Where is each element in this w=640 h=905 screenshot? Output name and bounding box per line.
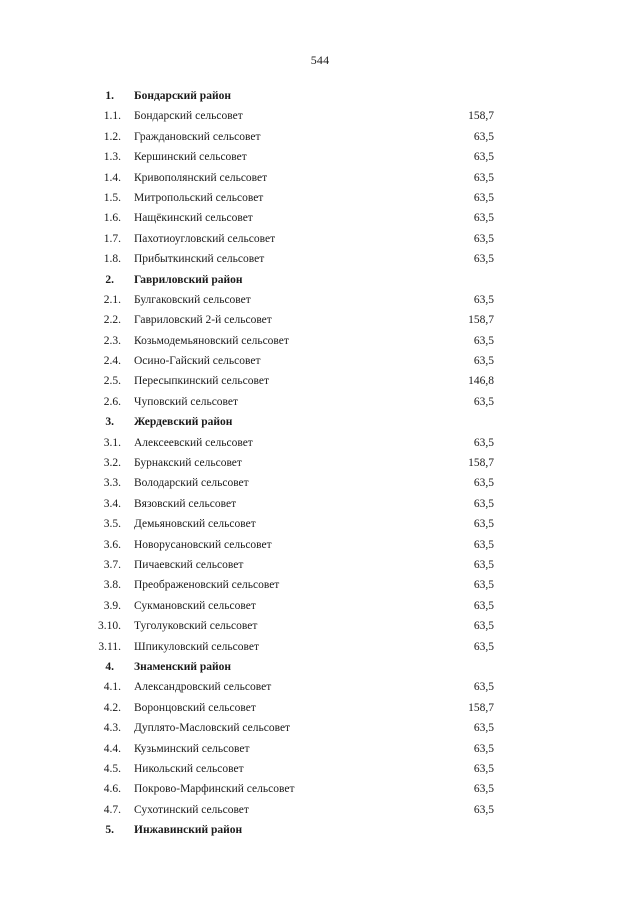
settlement-name: Покрово-Марфинский сельсовет [134, 783, 295, 796]
row-number: 1.1. [103, 110, 121, 123]
row-number: 1.7. [103, 232, 121, 245]
settlement-row [0, 168, 640, 188]
settlement-name: Кершинский сельсовет [134, 151, 247, 164]
settlement-row [0, 351, 640, 371]
row-value: 63,5 [473, 253, 494, 266]
settlement-row [0, 677, 640, 697]
district-heading-row [0, 820, 640, 840]
row-number: 4.5. [103, 762, 121, 775]
row-number: 2.2. [103, 314, 121, 327]
row-number: 3.9. [103, 599, 121, 612]
settlement-row [0, 290, 640, 310]
row-value: 63,5 [473, 558, 494, 571]
row-value: 63,5 [473, 355, 494, 368]
settlement-row [0, 555, 640, 575]
settlement-row [0, 331, 640, 351]
row-value: 63,5 [473, 191, 494, 204]
row-number: 3.10. [98, 620, 121, 633]
settlement-name: Преображеновский сельсовет [134, 579, 280, 592]
row-value: 63,5 [473, 130, 494, 143]
row-number: 2.5. [103, 375, 121, 388]
district-heading-row [0, 86, 640, 106]
row-number: 1.4. [103, 171, 121, 184]
settlement-name: Воронцовский сельсовет [134, 701, 256, 714]
settlement-row [0, 127, 640, 147]
row-value: 63,5 [473, 640, 494, 653]
row-number: 3. [105, 416, 114, 429]
row-number: 3.1. [103, 436, 121, 449]
row-value: 158,7 [468, 110, 494, 123]
row-value: 63,5 [473, 171, 494, 184]
row-number: 1.5. [103, 191, 121, 204]
settlement-row [0, 739, 640, 759]
district-heading-row [0, 657, 640, 677]
row-number: 4.7. [103, 803, 121, 816]
row-value: 63,5 [473, 783, 494, 796]
row-number: 3.7. [103, 558, 121, 571]
row-number: 4.3. [103, 722, 121, 735]
row-number: 5. [105, 824, 114, 837]
settlement-row [0, 473, 640, 493]
row-number: 3.5. [103, 518, 121, 531]
row-number: 2. [105, 273, 114, 286]
row-value: 158,7 [468, 314, 494, 327]
settlement-row [0, 147, 640, 167]
settlement-row [0, 229, 640, 249]
settlement-row [0, 494, 640, 514]
district-name: Жердевский район [134, 416, 233, 429]
settlement-name: Пахотиоугловский сельсовет [134, 232, 276, 245]
settlement-name: Бондарский сельсовет [134, 110, 243, 123]
settlement-name: Пересыпкинский сельсовет [134, 375, 269, 388]
settlement-name: Алексеевский сельсовет [134, 436, 253, 449]
row-value: 63,5 [473, 232, 494, 245]
row-number: 2.6. [103, 395, 121, 408]
row-number: 3.4. [103, 497, 121, 510]
row-number: 3.11. [98, 640, 121, 653]
row-value: 158,7 [468, 701, 494, 714]
settlement-row [0, 249, 640, 269]
district-name: Знаменский район [134, 660, 232, 673]
row-value: 63,5 [473, 151, 494, 164]
district-table [0, 86, 640, 840]
row-number: 4.2. [103, 701, 121, 714]
settlement-row [0, 575, 640, 595]
row-value: 63,5 [473, 334, 494, 347]
settlement-row [0, 208, 640, 228]
settlement-row [0, 616, 640, 636]
settlement-row [0, 514, 640, 534]
settlement-row [0, 310, 640, 330]
row-number: 2.3. [103, 334, 121, 347]
settlement-name: Граждановский сельсовет [134, 130, 261, 143]
settlement-name: Вязовский сельсовет [134, 497, 237, 510]
settlement-row [0, 800, 640, 820]
settlement-row [0, 453, 640, 473]
row-value: 63,5 [473, 497, 494, 510]
settlement-name: Демьяновский сельсовет [134, 518, 256, 531]
row-number: 3.2. [103, 457, 121, 470]
row-value: 63,5 [473, 293, 494, 306]
row-value: 63,5 [473, 395, 494, 408]
settlement-name: Прибыткинский сельсовет [134, 253, 265, 266]
row-value: 63,5 [473, 742, 494, 755]
settlement-row [0, 188, 640, 208]
settlement-row [0, 535, 640, 555]
row-value: 63,5 [473, 762, 494, 775]
district-name: Инжавинский район [134, 824, 243, 837]
row-value: 63,5 [473, 722, 494, 735]
settlement-row [0, 596, 640, 616]
row-value: 63,5 [473, 477, 494, 490]
settlement-row [0, 779, 640, 799]
row-value: 63,5 [473, 518, 494, 531]
page-number: 544 [310, 53, 330, 67]
settlement-name: Кузьминский сельсовет [134, 742, 250, 755]
district-name: Бондарский район [134, 90, 231, 102]
settlement-name: Чуповский сельсовет [134, 395, 239, 408]
settlement-name: Гавриловский 2-й сельсовет [134, 314, 272, 327]
row-number: 2.4. [103, 355, 121, 368]
settlement-name: Бурнакский сельсовет [134, 457, 242, 470]
settlement-row [0, 759, 640, 779]
settlement-name: Осино-Гайский сельсовет [134, 355, 261, 368]
row-number: 1.8. [103, 253, 121, 266]
row-value: 63,5 [473, 599, 494, 612]
settlement-row [0, 371, 640, 391]
row-number: 4.6. [103, 783, 121, 796]
row-value: 63,5 [473, 538, 494, 551]
row-number: 3.6. [103, 538, 121, 551]
row-number: 3.8. [103, 579, 121, 592]
settlement-row [0, 106, 640, 126]
settlement-name: Никольский сельсовет [134, 762, 244, 775]
district-name: Гавриловский район [134, 273, 243, 286]
settlement-name: Козьмодемьяновский сельсовет [134, 334, 289, 347]
settlement-name: Сукмановский сельсовет [134, 599, 256, 612]
settlement-row [0, 718, 640, 738]
row-number: 1.2. [103, 130, 121, 143]
settlement-name: Александровский сельсовет [134, 681, 272, 694]
row-number: 1.6. [103, 212, 121, 225]
settlement-name: Булгаковский сельсовет [134, 293, 251, 306]
row-value: 146,8 [468, 375, 494, 388]
settlement-row [0, 392, 640, 412]
settlement-row [0, 698, 640, 718]
settlement-name: Туголуковский сельсовет [134, 620, 258, 633]
district-heading-row [0, 412, 640, 432]
row-value: 63,5 [473, 803, 494, 816]
row-number: 1.3. [103, 151, 121, 164]
row-number: 4.4. [103, 742, 121, 755]
settlement-name: Новорусановский сельсовет [134, 538, 272, 551]
settlement-row [0, 433, 640, 453]
settlement-name: Митропольский сельсовет [134, 191, 264, 204]
row-value: 63,5 [473, 212, 494, 225]
row-number: 1. [105, 90, 114, 102]
settlement-name: Володарский сельсовет [134, 477, 249, 490]
row-value: 63,5 [473, 436, 494, 449]
settlement-name: Пичаевский сельсовет [134, 558, 244, 571]
row-number: 2.1. [103, 293, 121, 306]
settlement-name: Шпикуловский сельсовет [134, 640, 259, 653]
row-value: 63,5 [473, 620, 494, 633]
row-value: 158,7 [468, 457, 494, 470]
row-value: 63,5 [473, 681, 494, 694]
row-number: 4. [105, 660, 114, 673]
settlement-name: Сухотинский сельсовет [134, 803, 249, 816]
row-value: 63,5 [473, 579, 494, 592]
row-number: 4.1. [103, 681, 121, 694]
row-number: 3.3. [103, 477, 121, 490]
district-heading-row [0, 270, 640, 290]
settlement-name: Дуплято-Масловский сельсовет [134, 722, 291, 735]
settlement-name: Кривополянский сельсовет [134, 171, 268, 184]
settlement-row [0, 637, 640, 657]
settlement-name: Нащёкинский сельсовет [134, 212, 253, 225]
